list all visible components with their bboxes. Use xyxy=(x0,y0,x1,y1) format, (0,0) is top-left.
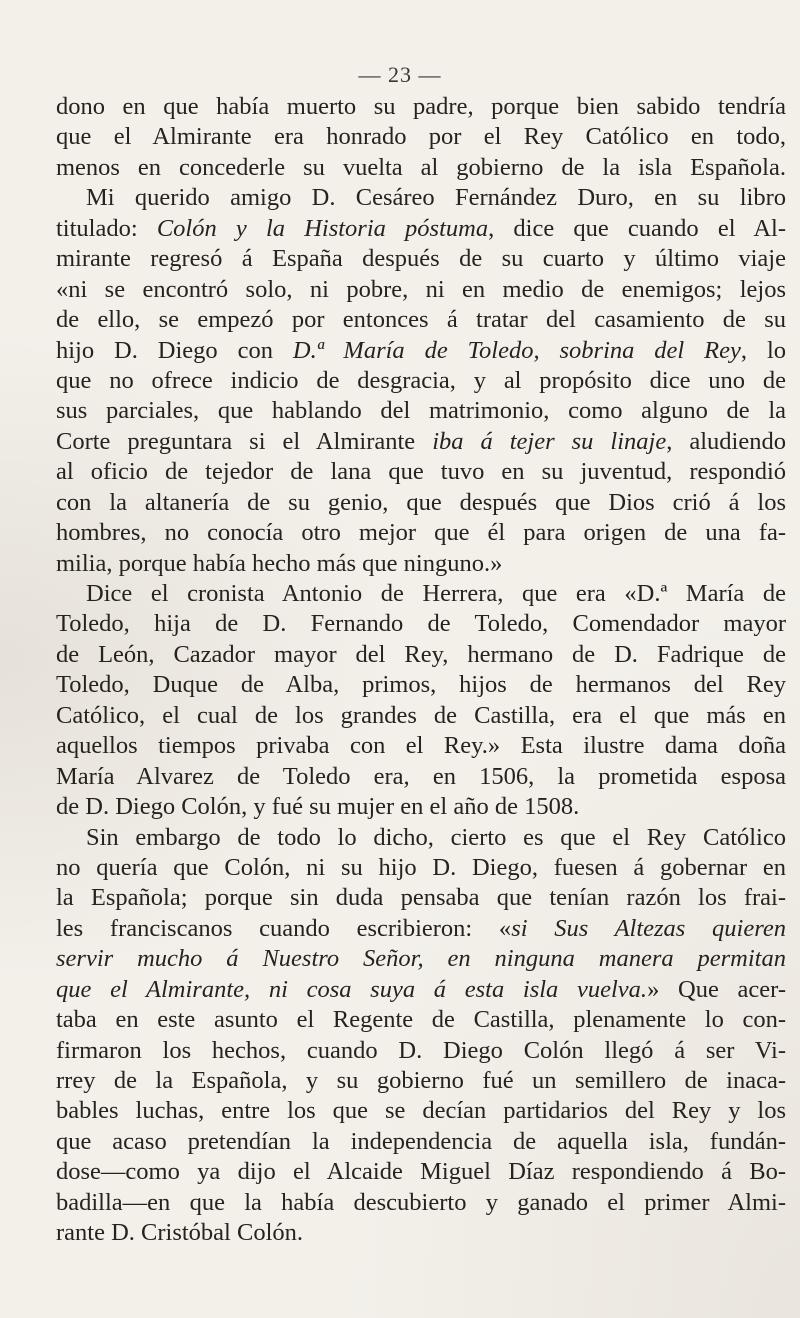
line-text: taba en este asunto el Regente de Castilla, plenamente lo con- xyxy=(56,1006,786,1034)
text-line xyxy=(56,883,786,913)
italic-text: servir mucho á Nuestro Señor, en ninguna manera permitan xyxy=(56,945,786,973)
line-text: rrey de la Española, y su gobierno fué un semillero de inaca- xyxy=(56,1067,786,1094)
text-line xyxy=(56,1218,786,1248)
text-line xyxy=(56,914,786,944)
text-line xyxy=(56,1188,786,1218)
text-line xyxy=(56,366,786,396)
line-text: «ni se encontró solo, ni pobre, ni en medio de enemigos; lejos xyxy=(56,275,786,303)
text-line xyxy=(56,92,786,122)
text-line xyxy=(56,1127,786,1157)
italic-text: que el Almirante, ni cosa suya á esta isla vuelva. xyxy=(56,975,648,1003)
line-text: hombres, no conocía otro mejor que él para origen de una fa- xyxy=(56,519,786,547)
line-text: que acaso pretendían la independencia de aquella isla, fundán- xyxy=(56,1127,786,1155)
line-text: Católico, el cual de los grandes de Castilla, era el que más en xyxy=(56,701,786,729)
text-line xyxy=(56,731,786,761)
line-text: hijo D. Diego con xyxy=(56,336,293,364)
line-text: con la altanería de su genio, que después que Dios crió á los xyxy=(56,488,786,516)
text-line xyxy=(56,214,786,244)
line-text: , lo xyxy=(740,336,787,364)
line-text: al oficio de tejedor de lana que tuvo en su juventud, respondió xyxy=(56,458,786,486)
text-line xyxy=(56,336,786,366)
text-line xyxy=(56,396,786,426)
line-text: María Alvarez de Toledo era, en 1506, la prometida esposa xyxy=(56,762,786,790)
line-text: , dice que cuando el Al- xyxy=(488,214,787,242)
line-text: Sin embargo de todo lo dicho, cierto es que el Rey Católico xyxy=(86,823,786,851)
text-line xyxy=(56,640,786,670)
line-text: menos en concederle su vuelta al gobierno de la isla Española. xyxy=(56,153,786,181)
line-text: de ello, se empezó por entonces á tratar del casamiento de su xyxy=(56,306,786,334)
line-text: titulado: xyxy=(56,214,157,242)
text-line xyxy=(56,183,786,213)
text-line xyxy=(56,305,786,335)
text-line xyxy=(56,1066,786,1096)
text-line xyxy=(56,701,786,731)
text-line xyxy=(56,549,786,579)
text-line xyxy=(56,488,786,518)
line-text: firmaron los hechos, cuando D. Diego Colón llegó á ser Vi- xyxy=(56,1036,786,1064)
text-line xyxy=(56,609,786,639)
text-line xyxy=(56,1005,786,1035)
line-text: de D. Diego Colón, y fué su mujer en el año de 1508. xyxy=(56,793,580,821)
line-text: Toledo, hija de D. Fernando de Toledo, Comendador mayor xyxy=(56,610,786,638)
line-text: que el Almirante era honrado por el Rey Católico en todo, xyxy=(56,123,786,151)
italic-text: si Sus Altezas quieren xyxy=(511,914,786,942)
line-text: Mi querido amigo D. Cesáreo Fernández Duro, en su libro xyxy=(86,184,786,212)
line-text: sus parciales, que hablando del matrimonio, como alguno de la xyxy=(56,397,786,425)
text-line xyxy=(56,579,786,609)
line-text: milia, porque había hecho más que ninguno.» xyxy=(56,549,503,577)
text-line xyxy=(56,244,786,274)
text-line xyxy=(56,427,786,457)
text-line xyxy=(56,275,786,305)
text-line xyxy=(56,975,786,1005)
text-line xyxy=(56,518,786,548)
line-text: Toledo, Duque de Alba, primos, hijos de hermanos del Rey xyxy=(56,671,786,699)
italic-text: iba á tejer su linaje xyxy=(432,427,667,455)
text-line xyxy=(56,153,786,183)
text-line xyxy=(56,853,786,883)
text-line xyxy=(56,457,786,487)
page-number: — 23 — xyxy=(358,62,442,87)
italic-text: Colón y la Historia póstuma xyxy=(156,214,489,242)
text-line xyxy=(56,1096,786,1126)
line-text: Dice el cronista Antonio de Herrera, que era «D.ª María de xyxy=(86,580,786,607)
italic-text: D.ª María de Toledo, sobrina del Rey xyxy=(292,336,741,364)
text-line xyxy=(56,762,786,792)
text-line xyxy=(56,792,786,822)
line-text: que no ofrece indicio de desgracia, y al propósito dice uno de xyxy=(56,366,786,394)
line-text: , aludiendo xyxy=(666,427,786,455)
line-text: dono en que había muerto su padre, porque bien sabido tendría xyxy=(56,93,786,120)
body-text xyxy=(56,92,786,1249)
line-text: mirante regresó á España después de su cuarto y último viaje xyxy=(56,245,786,273)
line-text: badilla—en que la había descubierto y ganado el primer Almi- xyxy=(56,1188,786,1216)
line-text: la Española; porque sin duda pensaba que tenían razón los frai- xyxy=(56,884,786,912)
line-text: rante D. Cristóbal Colón. xyxy=(56,1219,304,1247)
line-text: dose—como ya dijo el Alcaide Miguel Díaz respondiendo á Bo- xyxy=(56,1158,786,1186)
text-line xyxy=(56,1036,786,1066)
text-line xyxy=(56,122,786,152)
line-text: de León, Cazador mayor del Rey, hermano de D. Fadrique de xyxy=(56,640,786,668)
text-line xyxy=(56,1157,786,1187)
line-text: no quería que Colón, ni su hijo D. Diego, fuesen á gobernar en xyxy=(56,853,786,881)
line-text: Corte preguntara si el Almirante xyxy=(56,427,433,455)
text-line xyxy=(56,944,786,974)
text-line xyxy=(56,823,786,853)
line-text: » Que acer- xyxy=(647,975,786,1003)
line-text: aquellos tiempos privaba con el Rey.» Esta ilustre dama doña xyxy=(56,732,786,760)
line-text: bables luchas, entre los que se decían partidarios del Rey y los xyxy=(56,1097,786,1125)
text-line xyxy=(56,670,786,700)
line-text: les franciscanos cuando escribieron: « xyxy=(56,914,512,942)
